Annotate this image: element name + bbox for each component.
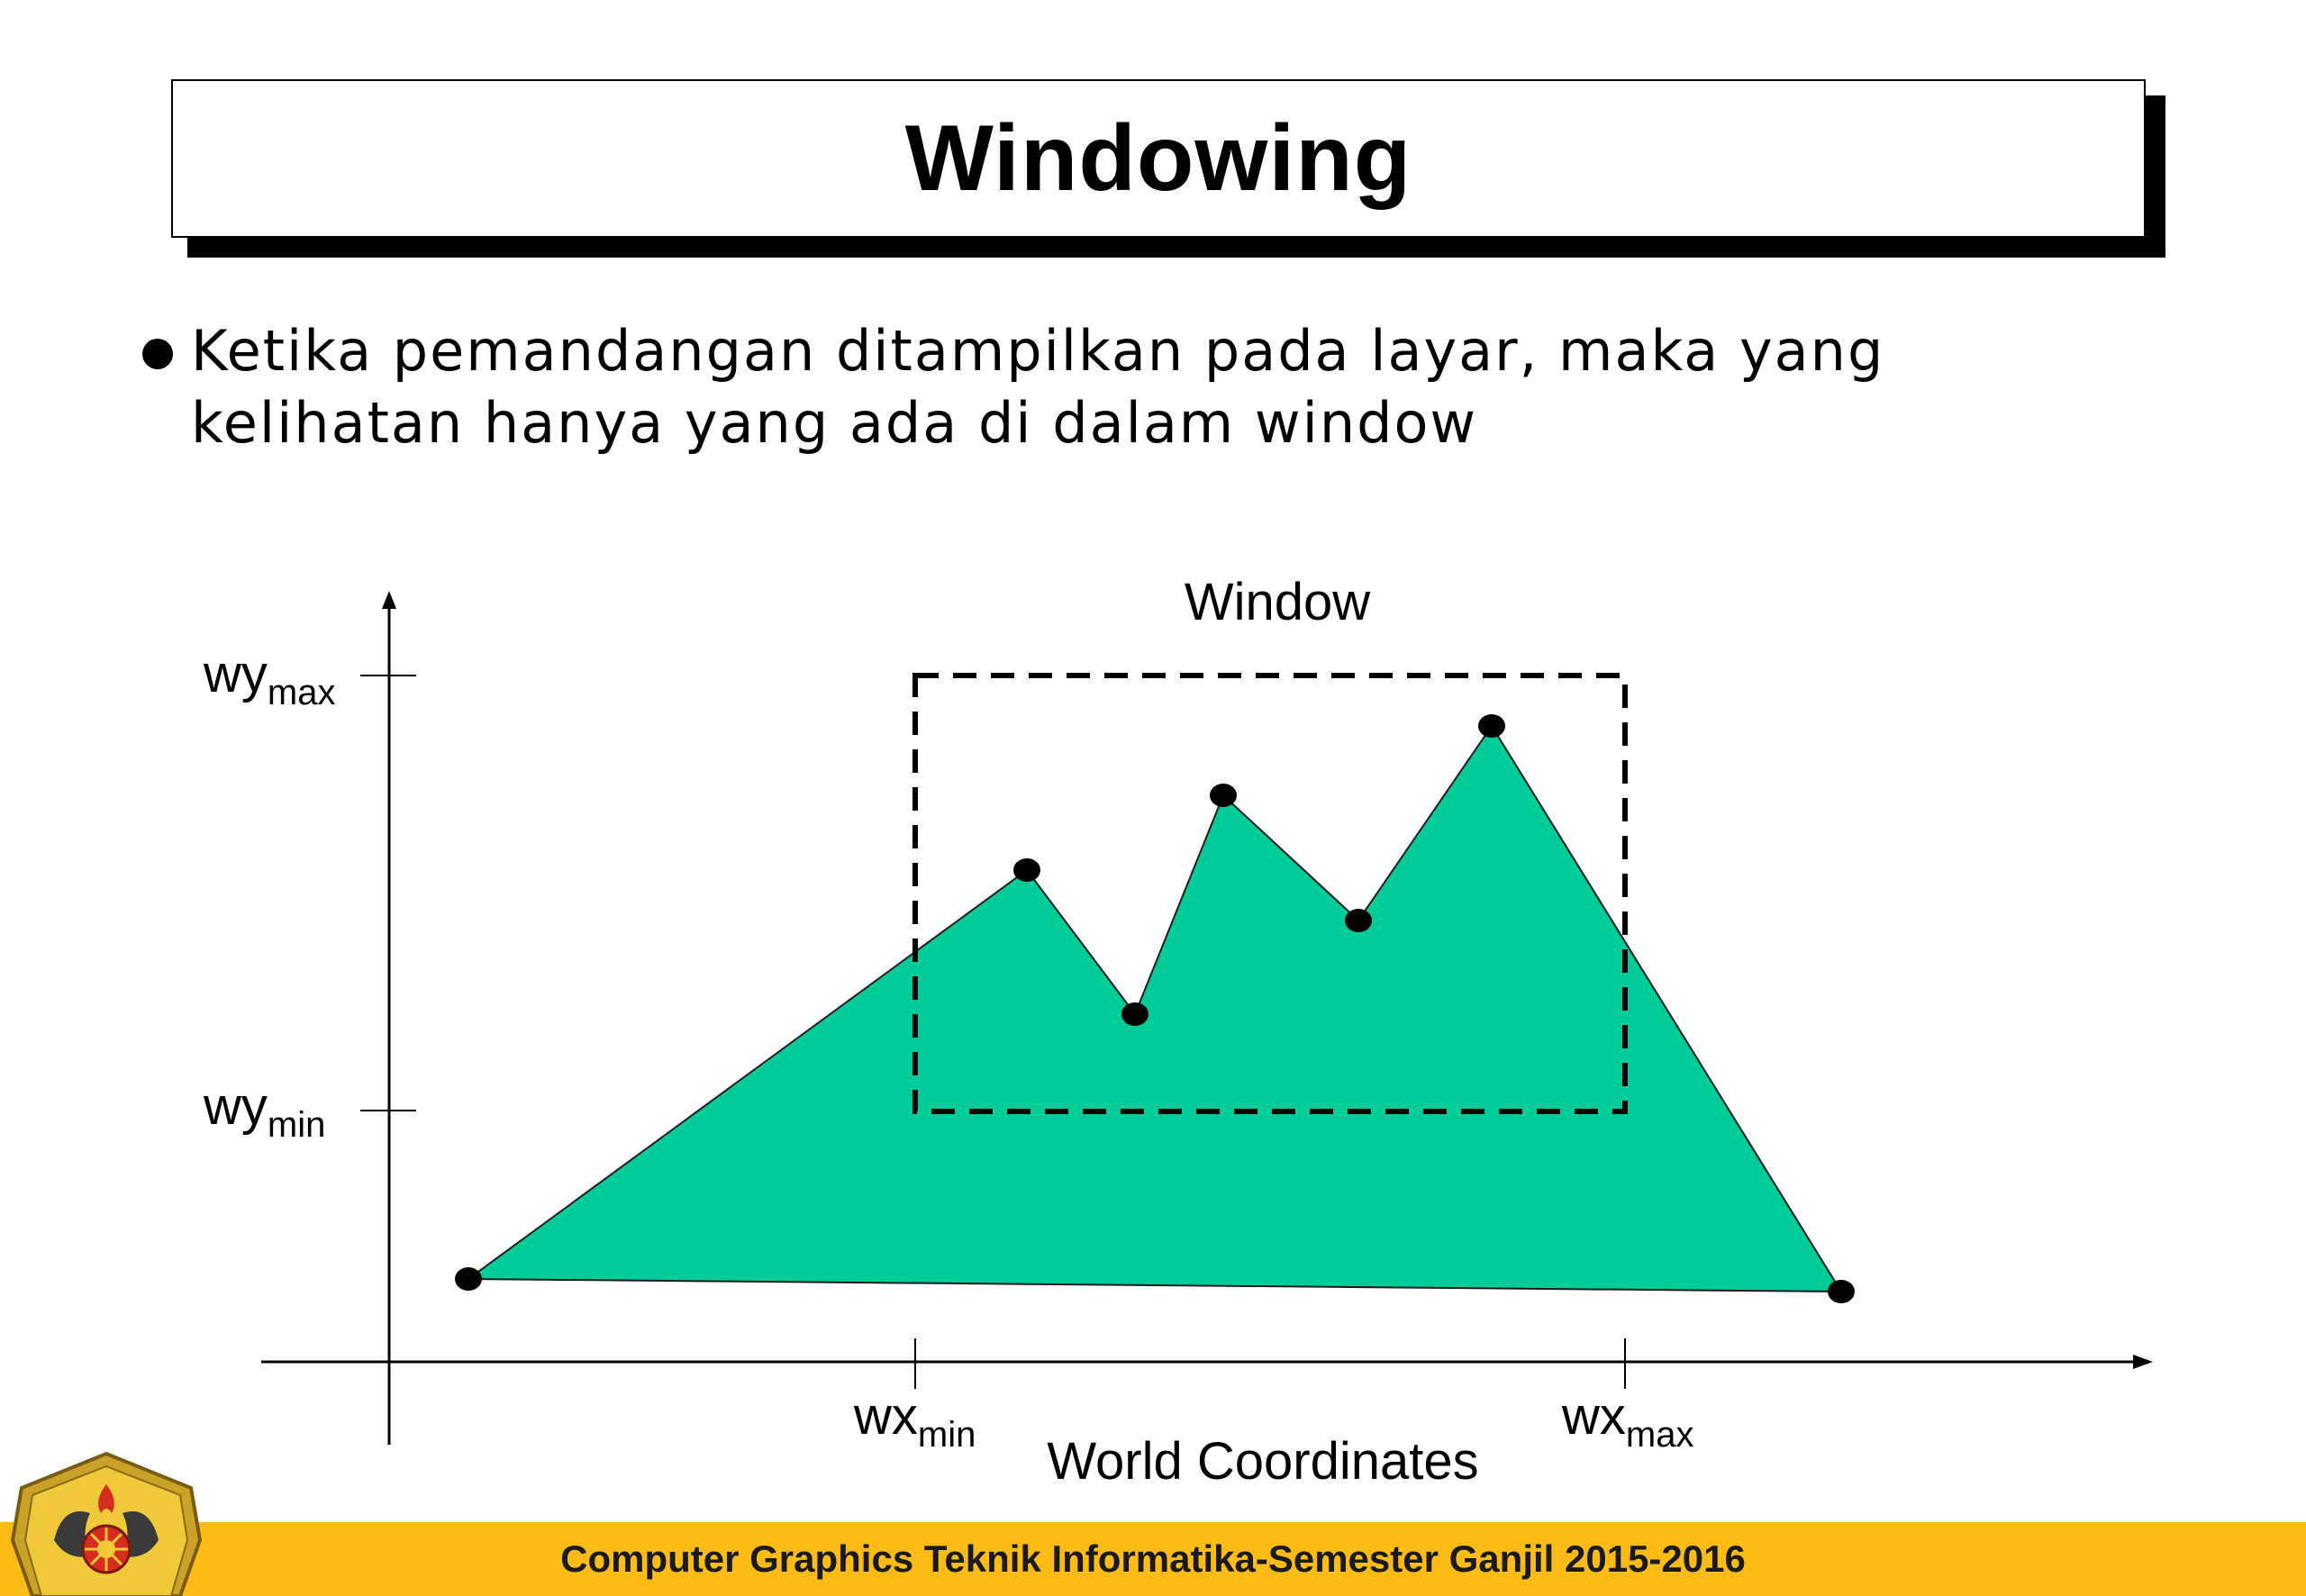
wxmin-label xyxy=(853,1387,976,1455)
scene-polygon xyxy=(468,726,1841,1292)
university-crest-icon xyxy=(0,1441,216,1596)
slide-title: Windowing xyxy=(904,105,1412,211)
world-coordinates-label: World Coordinates xyxy=(1047,1432,1479,1491)
wymax-base: wy xyxy=(204,645,268,703)
footer-text: Computer Graphics Teknik Informatika-Semester Ganjil 2015-2016 xyxy=(560,1537,1746,1580)
bullet-line-1: Ketika pemandangan ditampilkan pada layar, maka yang xyxy=(191,318,1885,384)
wymin-label xyxy=(203,1077,325,1145)
wxmax-base: wx xyxy=(1562,1387,1626,1446)
vertex-point xyxy=(1013,858,1040,882)
y-axis-arrow-icon xyxy=(382,591,396,609)
wxmin-base: wx xyxy=(854,1387,918,1446)
wymin-sub: min xyxy=(267,1105,326,1145)
vertex-point xyxy=(1478,714,1505,738)
window-label: Window xyxy=(1184,573,1371,631)
vertex-point xyxy=(455,1267,482,1291)
wymax-sub: max xyxy=(267,673,336,712)
vertex-point xyxy=(1828,1280,1855,1303)
wymax-label xyxy=(203,645,335,712)
wymin-base: wy xyxy=(204,1077,268,1136)
wxmax-sub: max xyxy=(1625,1415,1694,1455)
x-axis-arrow-icon xyxy=(2133,1355,2153,1369)
vertex-point xyxy=(1210,784,1237,807)
bullet-line-2: kelihatan hanya yang ada di dalam window xyxy=(191,390,1478,456)
vertex-point xyxy=(1121,1002,1148,1026)
wxmax-label xyxy=(1561,1387,1693,1455)
vertex-point xyxy=(1345,909,1372,932)
wxmin-sub: min xyxy=(917,1415,976,1455)
